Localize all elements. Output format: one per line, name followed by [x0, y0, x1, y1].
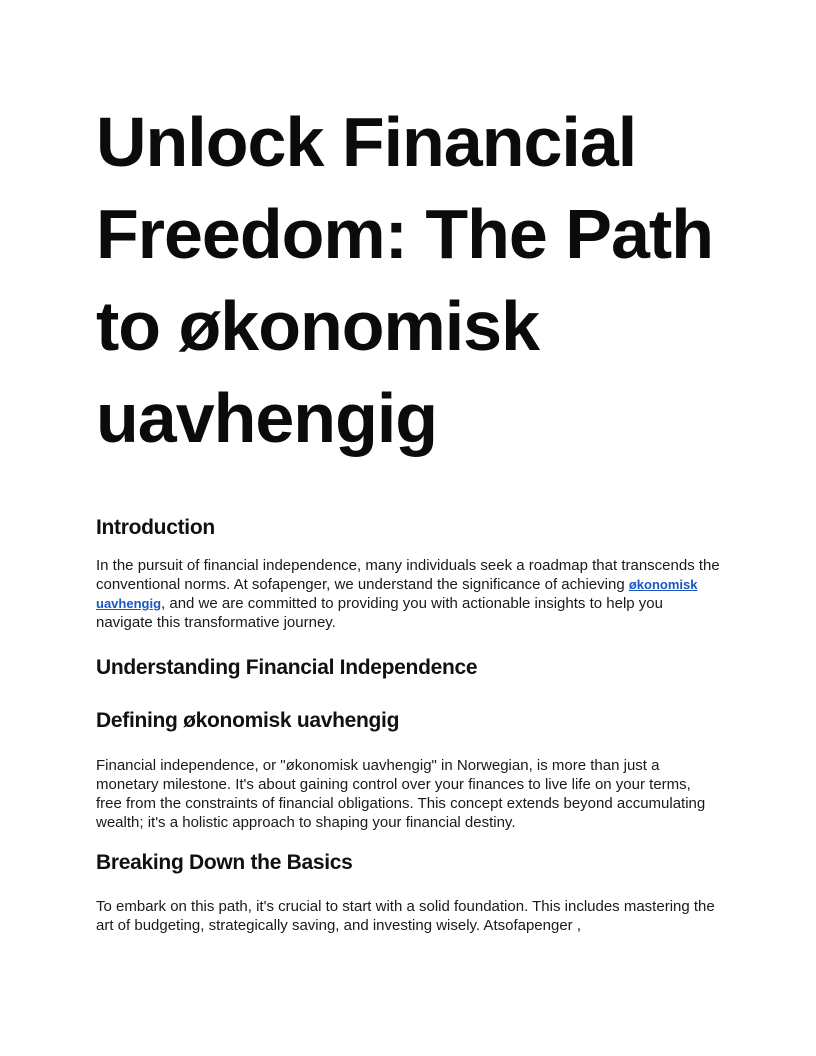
document-title: Unlock Financial Freedom: The Path to økonomisk uavhengig	[96, 103, 713, 457]
okonomisk-uavhengig-link[interactable]: økonomisk uavhengig	[96, 577, 698, 611]
intro-text-end: , and we are committed to providing you with actionable insights to help you navigate this transformative journey.	[96, 595, 663, 631]
paragraph-defining: Financial independence, or "økonomisk uavhengig" in Norwegian, is more than just a monetary milestone. It's about gaining control over your finances to live life on your terms, free from the constraints of financial obligations. This concept extends beyond accumulating wealth; it's a holistic approach to shaping your financial destiny.	[96, 757, 706, 831]
heading-introduction: Introduction	[96, 516, 215, 539]
paragraph-basics: To embark on this path, it's crucial to start with a solid foundation. This includes mastering the art of budgeting, strategically saving, and investing wisely. Atsofapenger ,	[96, 898, 715, 934]
heading-basics: Breaking Down the Basics	[96, 851, 353, 874]
intro-text-start: In the pursuit of financial independence, many individuals seek a roadmap that transcends the conventional norms. At sofapenger, we understand the significance of achieving	[96, 557, 720, 593]
paragraph-introduction	[96, 556, 720, 632]
heading-defining: Defining økonomisk uavhengig	[96, 709, 400, 732]
heading-understanding: Understanding Financial Independence	[96, 656, 478, 679]
